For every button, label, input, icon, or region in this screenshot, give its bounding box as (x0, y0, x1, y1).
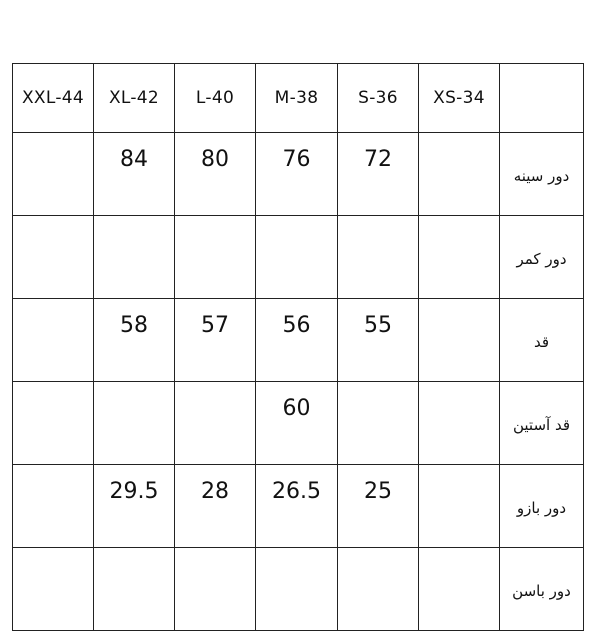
row-label-hip: دور باسن (500, 548, 584, 631)
cell-value: 26.5 (256, 465, 338, 548)
cell-value: 60 (256, 382, 338, 465)
cell-value (256, 548, 338, 631)
cell-value (338, 216, 419, 299)
row-hip (13, 548, 584, 631)
cell-value (175, 382, 256, 465)
row-waist (13, 216, 584, 299)
size-header-s: S-36 (338, 64, 419, 133)
cell-value (94, 548, 175, 631)
cell-value (175, 548, 256, 631)
cell-value (13, 133, 94, 216)
cell-value (175, 216, 256, 299)
size-header-xxl: XXL-44 (13, 64, 94, 133)
cell-value: 58 (94, 299, 175, 382)
cell-value (94, 382, 175, 465)
cell-value: 84 (94, 133, 175, 216)
row-label-sleeve-length: قد آستین (500, 382, 584, 465)
cell-value: 28 (175, 465, 256, 548)
row-length (13, 299, 584, 382)
row-label-waist: دور کمر (500, 216, 584, 299)
row-label-length: قد (500, 299, 584, 382)
size-header-l: L-40 (175, 64, 256, 133)
cell-value (13, 465, 94, 548)
cell-value (338, 548, 419, 631)
cell-value (419, 299, 500, 382)
row-sleeve-length (13, 382, 584, 465)
cell-value (13, 382, 94, 465)
corner-cell (500, 64, 584, 133)
cell-value (419, 465, 500, 548)
cell-value (419, 133, 500, 216)
cell-value (338, 382, 419, 465)
cell-value: 55 (338, 299, 419, 382)
cell-value: 76 (256, 133, 338, 216)
row-label-arm: دور بازو (500, 465, 584, 548)
row-label-chest: دور سینه (500, 133, 584, 216)
cell-value: 25 (338, 465, 419, 548)
cell-value (419, 216, 500, 299)
size-header-m: M-38 (256, 64, 338, 133)
cell-value: 72 (338, 133, 419, 216)
cell-value: 56 (256, 299, 338, 382)
size-header-xs: XS-34 (419, 64, 500, 133)
cell-value (13, 299, 94, 382)
cell-value (13, 548, 94, 631)
cell-value (256, 216, 338, 299)
cell-value: 29.5 (94, 465, 175, 548)
size-chart-table (12, 63, 584, 631)
row-arm (13, 465, 584, 548)
row-chest (13, 133, 584, 216)
cell-value (419, 548, 500, 631)
size-header-xl: XL-42 (94, 64, 175, 133)
cell-value (419, 382, 500, 465)
size-header-row (13, 64, 584, 133)
cell-value: 80 (175, 133, 256, 216)
cell-value (13, 216, 94, 299)
cell-value (94, 216, 175, 299)
cell-value: 57 (175, 299, 256, 382)
